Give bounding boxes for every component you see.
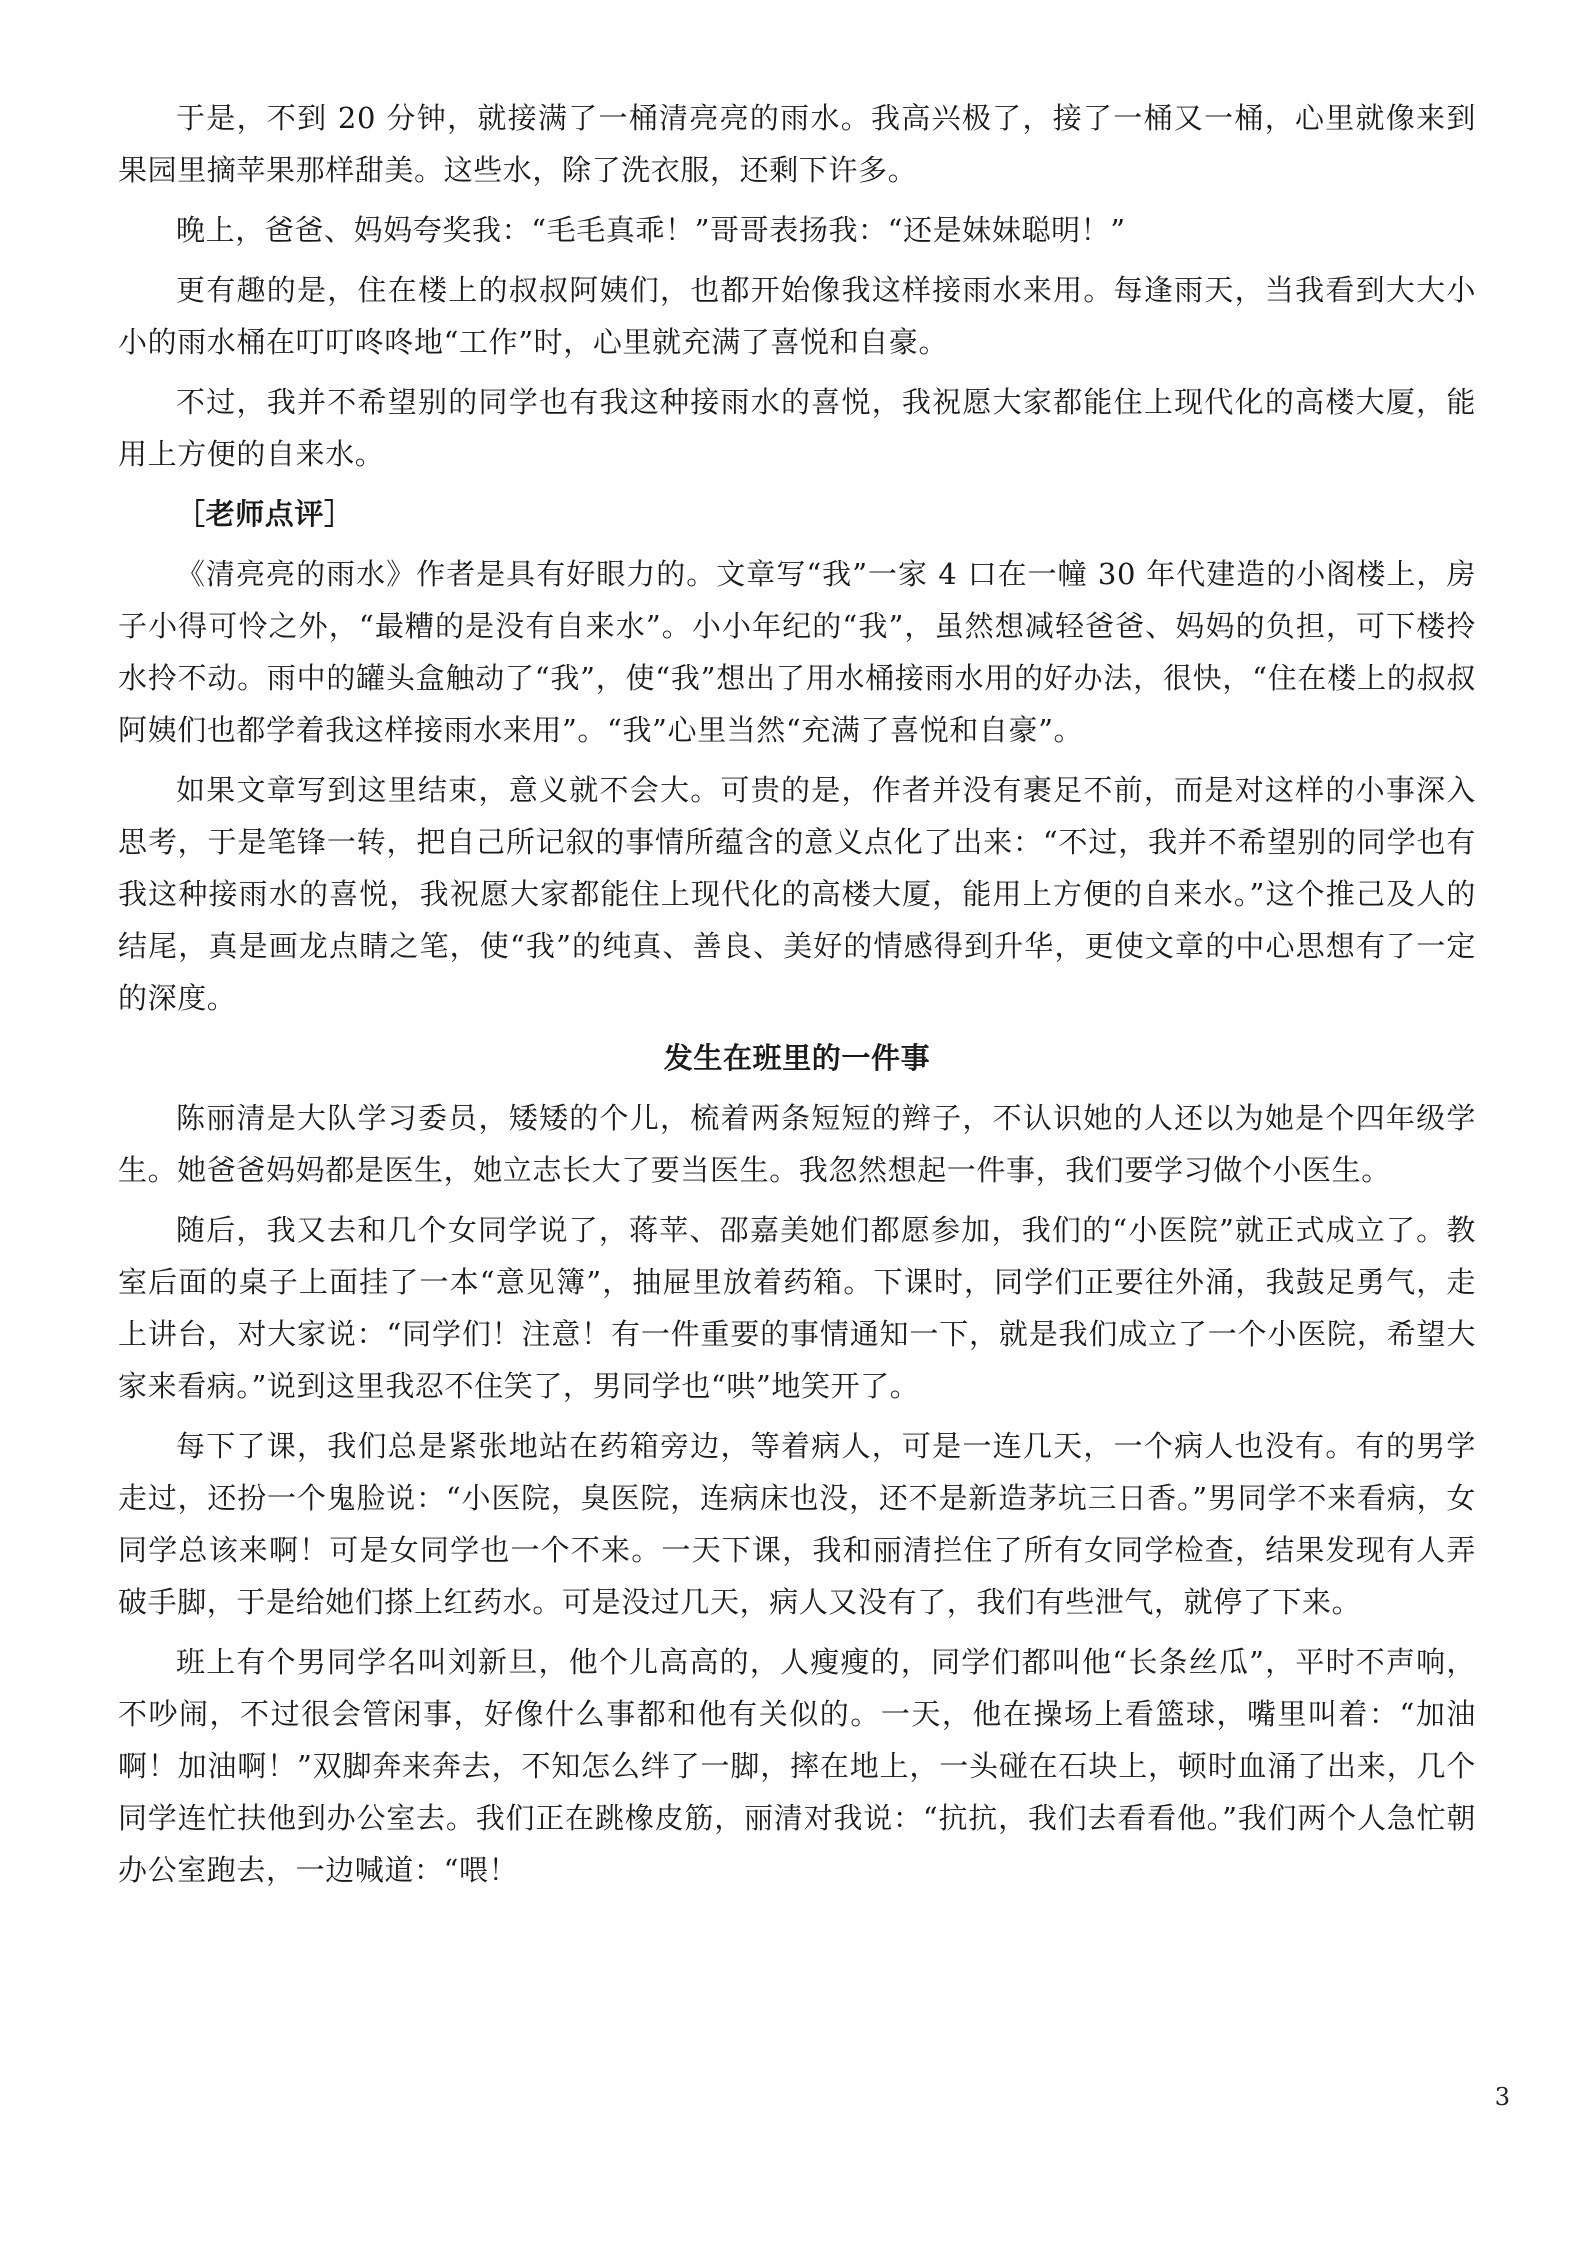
page-number: 3 (1494, 2083, 1510, 2111)
teacher-comment-paragraph-1: 《清亮亮的雨水》作者是具有好眼力的。文章写“我”一家 4 口在一幢 30 年代建造的小阁楼上，房子小得可怜之外，“最糟的是没有自来水”。小小年纪的“我”，虽然想减轻爸爸、妈妈的负担，可下楼拎水拎不动。雨中的罐头盒触动了“我”，使“我”想出了用水桶接雨水用的好办法，很快，“住在楼上的叔叔阿姨们也都学着我这样接雨水来用”。“我”心里当然“充满了喜悦和自豪”。 (118, 557, 1476, 747)
teacher-comment-heading: ［老师点评］ (176, 497, 354, 531)
story-paragraph-2: 随后，我又去和几个女同学说了，蒋苹、邵嘉美她们都愿参加，我们的“小医院”就正式成立了。教室后面的桌子上面挂了一本“意见簿”，抽屉里放着药箱。下课时，同学们正要往外涌，我鼓足勇气，走上讲台，对大家说：“同学们！注意！有一件重要的事情通知一下，就是我们成立了一个小医院，希望大家来看病。”说到这里我忍不住笑了，男同学也“哄”地笑开了。 (118, 1213, 1476, 1403)
paragraph-rainwater-1: 于是，不到 20 分钟，就接满了一桶清亮亮的雨水。我高兴极了，接了一桶又一桶，心里就像来到果园里摘苹果那样甜美。这些水，除了洗衣服，还剩下许多。 (118, 101, 1476, 187)
paragraph-rainwater-2: 晚上，爸爸、妈妈夸奖我：“毛毛真乖！”哥哥表扬我：“还是妹妹聪明！” (176, 213, 1126, 247)
story-paragraph-4: 班上有个男同学名叫刘新旦，他个儿高高的，人瘦瘦的，同学们都叫他“长条丝瓜”，平时不声响，不吵闹，不过很会管闲事，好像什么事都和他有关似的。一天，他在操场上看篮球，嘴里叫着：“加油啊！加油啊！”双脚奔来奔去，不知怎么绊了一脚，摔在地上，一头碰在石块上，顿时血涌了出来，几个同学连忙扶他到办公室去。我们正在跳橡皮筋，丽清对我说：“抗抗，我们去看看他。”我们两个人急忙朝办公室跑去，一边喊道：“喂！ (118, 1645, 1476, 1887)
paragraph-rainwater-4: 不过，我并不希望别的同学也有我这种接雨水的喜悦，我祝愿大家都能住上现代化的高楼大厦，能用上方便的自来水。 (118, 385, 1476, 471)
story-paragraph-1: 陈丽清是大队学习委员，矮矮的个儿，梳着两条短短的辫子，不认识她的人还以为她是个四年级学生。她爸爸妈妈都是医生，她立志长大了要当医生。我忽然想起一件事，我们要学习做个小医生。 (118, 1101, 1476, 1187)
story-title: 发生在班里的一件事 (663, 1041, 931, 1075)
teacher-comment-paragraph-2: 如果文章写到这里结束，意义就不会大。可贵的是，作者并没有裹足不前，而是对这样的小事深入思考，于是笔锋一转，把自己所记叙的事情所蕴含的意义点化了出来：“不过，我并不希望别的同学也有我这种接雨水的喜悦，我祝愿大家都能住上现代化的高楼大厦，能用上方便的自来水。”这个推己及人的结尾，真是画龙点睛之笔，使“我”的纯真、善良、美好的情感得到升华，更使文章的中心思想有了一定的深度。 (118, 773, 1476, 1015)
story-paragraph-3: 每下了课，我们总是紧张地站在药箱旁边，等着病人，可是一连几天，一个病人也没有。有的男学走过，还扮一个鬼脸说：“小医院，臭医院，连病床也没，还不是新造茅坑三日香。”男同学不来看病，女同学总该来啊！可是女同学也一个不来。一天下课，我和丽清拦住了所有女同学检查，结果发现有人弄破手脚，于是给她们搽上红药水。可是没过几天，病人又没有了，我们有些泄气，就停了下来。 (118, 1429, 1476, 1619)
paragraph-rainwater-3: 更有趣的是，住在楼上的叔叔阿姨们，也都开始像我这样接雨水来用。每逢雨天，当我看到大大小小的雨水桶在叮叮咚咚地“工作”时，心里就充满了喜悦和自豪。 (118, 273, 1476, 359)
document-body (118, 92, 1476, 1896)
